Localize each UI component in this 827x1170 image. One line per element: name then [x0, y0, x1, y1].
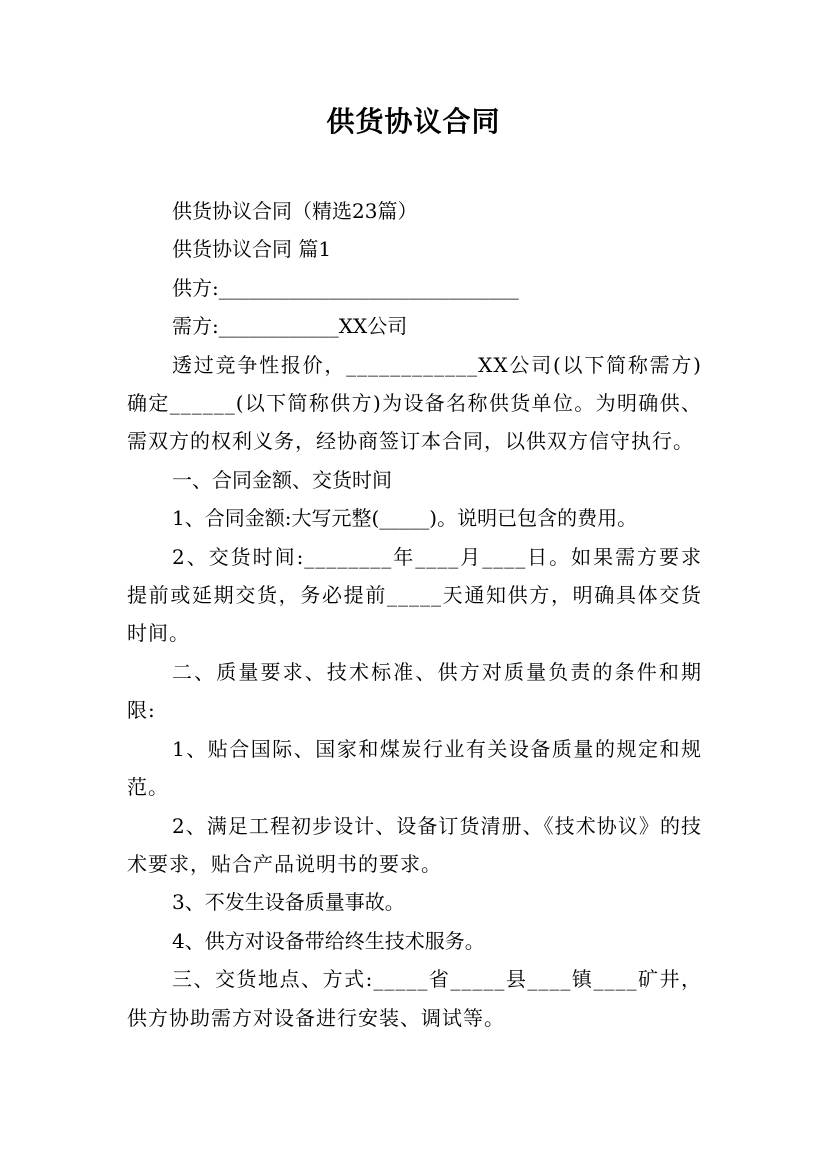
paragraph-intro: 透过竞争性报价，____________XX公司(以下简称需方)确定______(以下简称供方)为设备名称供货单位。为明确供、需双方的权利义务，经协商签订本合同，以供双方信守执行。: [127, 352, 702, 454]
paragraph-buyer: 需方:____________XX公司: [172, 314, 408, 339]
document-body: [127, 192, 702, 1037]
paragraph-quality-1: 1、贴合国际、国家和煤炭行业有关设备质量的规定和规范。: [127, 736, 702, 800]
document-title: 供货协议合同: [326, 105, 501, 138]
paragraph-heading-quality: 二、质量要求、技术标准、供方对质量负责的条件和期限:: [127, 659, 702, 723]
paragraph-delivery-time: 2、交货时间:________年____月____日。如果需方要求提前或延期交货，务必提前_____天通知供方，明确具体交货时间。: [127, 544, 702, 646]
paragraph-delivery-place: 三、交货地点、方式:_____省_____县____镇____矿井，供方协助需方对设备进行安装、调试等。: [127, 967, 702, 1030]
paragraph-amount: 1、合同金额:大写元整(_____)。说明已包含的费用。: [172, 506, 638, 531]
paragraph-quality-4: 4、供方对设备带给终生技术服务。: [172, 928, 485, 953]
paragraph-supplier: 供方:______________________________: [172, 275, 519, 300]
paragraph-section-label: 供货协议合同 篇1: [172, 237, 332, 262]
paragraph-heading-amount: 一、合同金额、交货时间: [172, 467, 392, 492]
paragraph-subtitle: 供货协议合同（精选23篇）: [172, 199, 418, 223]
paragraph-quality-2: 2、满足工程初步设计、设备订货清册、《技术协议》的技术要求，贴合产品说明书的要求。: [127, 813, 702, 876]
paragraph-quality-3: 3、不发生设备质量事故。: [172, 890, 405, 915]
